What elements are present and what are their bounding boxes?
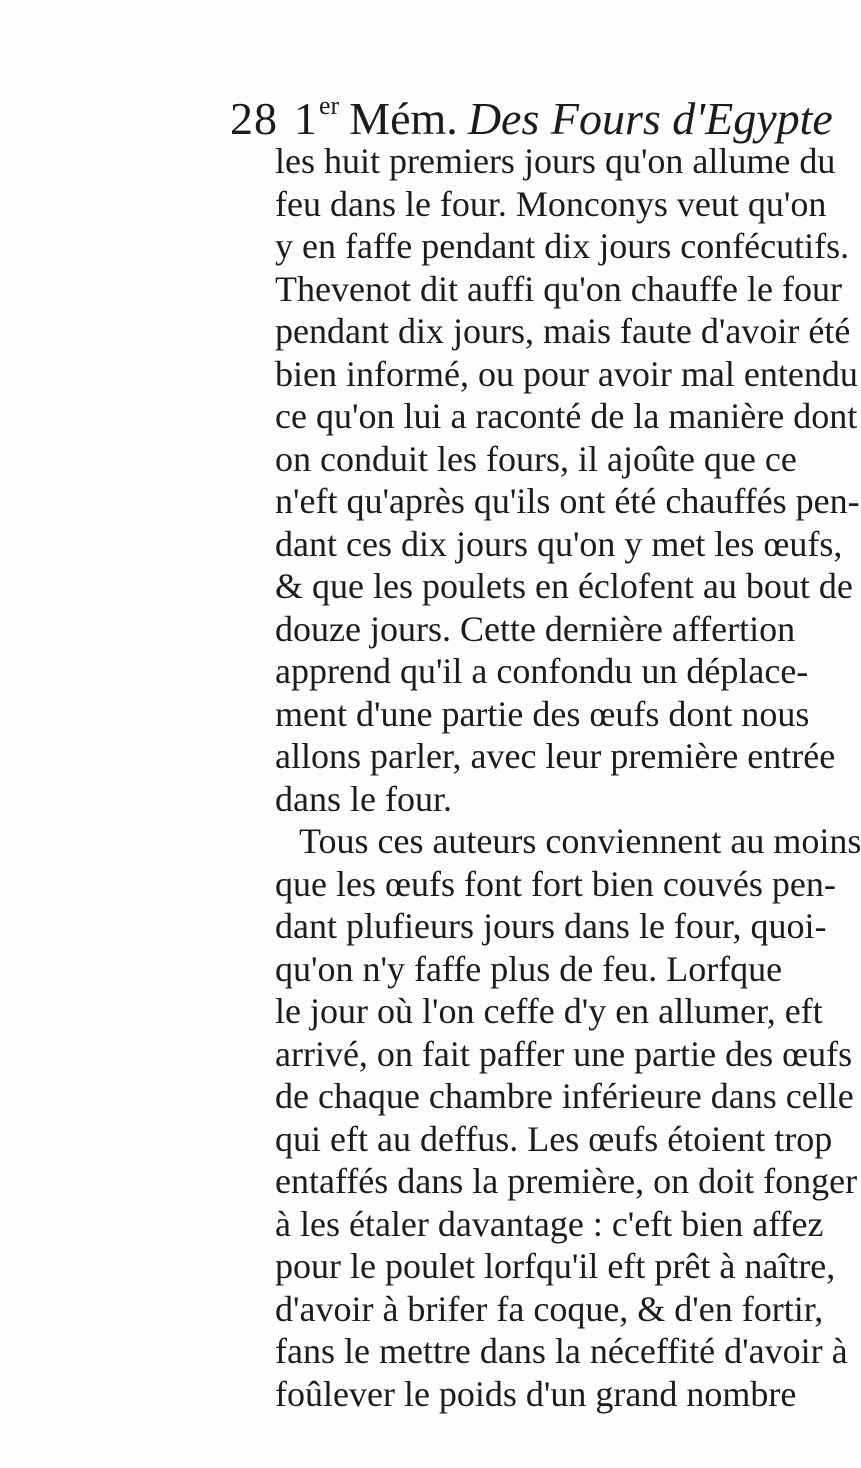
text-line: douze jours. Cette dernière affertion bbox=[275, 608, 796, 649]
text-line: & que les poulets en éclofent au bout de bbox=[275, 566, 853, 606]
text-line: dant plufieurs jours dans le four, quoi- bbox=[275, 906, 827, 946]
running-header bbox=[230, 80, 833, 145]
text-line: bien informé, ou pour avoir mal entendu bbox=[275, 353, 858, 394]
text-line: d'avoir à brifer fa coque, & d'en fortir, bbox=[275, 1288, 824, 1329]
text-line: entaffés dans la première, on doit fonger bbox=[275, 1161, 858, 1201]
text-line: qui eft au deffus. Les œufs étoient trop bbox=[275, 1118, 833, 1159]
text-line: dant ces dix jours qu'on y met les œufs, bbox=[275, 523, 843, 564]
text-line: que les œufs font fort bien couvés pen- bbox=[275, 863, 836, 904]
text-line: feu dans le four. Monconys veut qu'on bbox=[275, 183, 827, 224]
text-line: n'eft qu'après qu'ils ont été chauffés pen- bbox=[275, 481, 860, 521]
paragraph-start-line: Tous ces auteurs conviennent au moins bbox=[299, 821, 861, 861]
text-line: de chaque chambre inférieure dans celle bbox=[275, 1076, 854, 1116]
text-line: arrivé, on fait paffer une partie des œufs bbox=[275, 1033, 853, 1074]
text-line: on conduit les fours, il ajoûte que ce bbox=[275, 438, 797, 479]
text-line: qu'on n'y faffe plus de feu. Lorfque bbox=[275, 948, 783, 989]
text-line: apprend qu'il a confondu un déplace- bbox=[275, 651, 809, 691]
memoir-abbreviation: Mém. bbox=[349, 93, 458, 144]
text-line: le jour où l'on ceffe d'y en allumer, eft bbox=[275, 991, 823, 1031]
chapter-title: Des Fours d'Egypte bbox=[467, 93, 833, 144]
text-line: fans le mettre dans la néceffité d'avoir à bbox=[275, 1331, 848, 1371]
body-text bbox=[275, 140, 861, 1415]
text-line: à les étaler davantage : c'eft bien affez bbox=[275, 1203, 824, 1244]
text-line: ce qu'on lui a raconté de la manière dont bbox=[275, 396, 858, 436]
text-line: y en faffe pendant dix jours confécutifs. bbox=[275, 226, 850, 266]
text-line: les huit premiers jours qu'on allume du bbox=[275, 141, 836, 181]
page-number: 28 bbox=[230, 93, 278, 144]
memoir-ordinal: er bbox=[319, 91, 340, 120]
text-line: allons parler, avec leur première entrée bbox=[275, 736, 836, 776]
text-line: Thevenot dit auffi qu'on chauffe le four bbox=[275, 268, 842, 309]
paragraph-end-line: dans le four. bbox=[275, 778, 452, 819]
text-line: foûlever le poids d'un grand nombre bbox=[275, 1373, 797, 1414]
text-line: ment d'une partie des œufs dont nous bbox=[275, 693, 810, 734]
text-line: pendant dix jours, mais faute d'avoir été bbox=[275, 311, 851, 351]
memoir-number: 1 bbox=[294, 93, 317, 144]
text-line: pour le poulet lorfqu'il eft prêt à naître, bbox=[275, 1246, 836, 1286]
